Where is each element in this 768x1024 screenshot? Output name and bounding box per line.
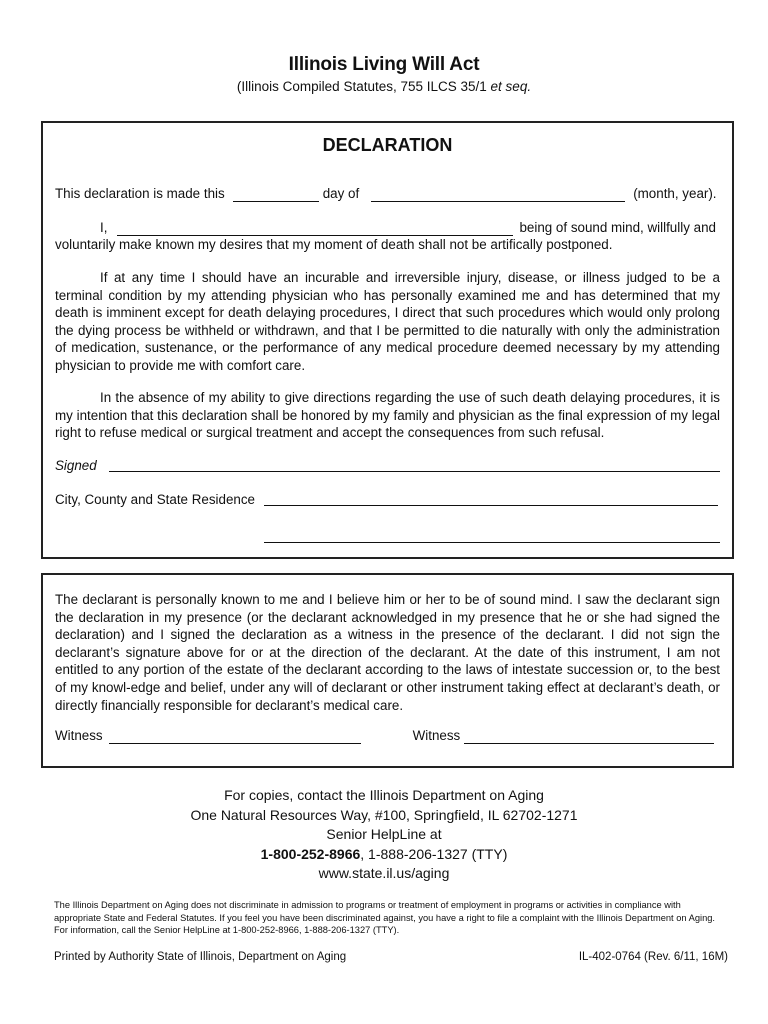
declaration-date-row xyxy=(55,185,720,202)
witness-row xyxy=(55,727,720,744)
page-title: Illinois Living Will Act xyxy=(288,54,480,75)
month-year-field[interactable] xyxy=(371,187,625,202)
sound-mind-label: being of sound mind, willfully and xyxy=(519,220,716,235)
witness-statement: The declarant is personally known to me and I believe him or her to be of sound mind. I saw the declarant sign the declaration in my presence (or the declarant acknowledged in my presence that he or she had signed the declaration) and I signed the declaration as a witness in the presence of the declarant. I did not sign the declarant’s signature above for or at the direction of the declarant. At the date of this instrument, I am not entitled to any portion of the estate of the declarant according to the laws of intestate succession or, to the best of my knowl-edge and belief, under any will of declarant or other instrument taking effect at declarant’s death, or directly financially responsible for declarant’s medical care. xyxy=(55,592,720,713)
witness-box xyxy=(41,573,734,768)
contact-phones xyxy=(0,845,768,865)
contact-helpline-label: Senior HelpLine at xyxy=(326,826,442,842)
residence-line-1[interactable] xyxy=(264,505,718,506)
subtitle-citation: (Illinois Compiled Statutes, 755 ILCS 35/1 xyxy=(236,79,491,94)
contact-line-1: For copies, contact the Illinois Department on Aging xyxy=(224,787,544,803)
declarant-name-row xyxy=(55,219,720,236)
declarant-continuation: voluntarily make known my desires that my moment of death shall not be artifically postponed. xyxy=(55,237,613,252)
nondiscrimination-notice: The Illinois Department on Aging does not discriminate in admission to programs or treatment of employment in programs or activities in compliance with appropriate State and Federal Statutes. If you feel you have been discriminated against, you have a right to file a complaint with the Illinois Department on Aging. For information, call the Senior HelpLine at 1-800-252-8966, 1-888-206-1327 (TTY). xyxy=(54,900,715,935)
witness-label-1: Witness xyxy=(55,728,103,743)
declaration-title: DECLARATION xyxy=(322,135,453,155)
residence-line-2[interactable] xyxy=(264,542,720,543)
declaration-made-label: This declaration is made this xyxy=(55,186,225,201)
contact-website[interactable]: www.state.il.us/aging xyxy=(318,865,450,881)
declarant-i-label: I, xyxy=(100,220,108,235)
contact-block xyxy=(0,786,768,884)
witness-label-2: Witness xyxy=(412,728,461,743)
residence-label: City, County and State Residence xyxy=(55,492,255,507)
day-of-label: day of xyxy=(322,186,360,201)
month-year-label: (month, year). xyxy=(633,186,717,201)
subtitle-et-seq: et seq. xyxy=(490,79,532,94)
witness-signature-2[interactable] xyxy=(464,729,714,744)
tty-phone: , 1-888-206-1327 (TTY) xyxy=(360,845,508,862)
printed-by: Printed by Authority State of Illinois, Department on Aging xyxy=(54,951,347,963)
day-field[interactable] xyxy=(233,187,319,202)
contact-address: One Natural Resources Way, #100, Springfield, IL 62702-1271 xyxy=(190,806,578,823)
declaration-box xyxy=(41,121,734,559)
page-subtitle xyxy=(0,79,768,94)
declarant-name-field[interactable] xyxy=(117,221,513,236)
absence-paragraph: In the absence of my ability to give directions regarding the use of such death delaying procedures, it is my intention that this declaration shall be honored by my family and physician as the final expression of my legal right to refuse medical or surgical treatment and accept the consequences from such refusal. xyxy=(55,390,720,441)
signed-label: Signed xyxy=(55,458,97,473)
terminal-condition-paragraph: If at any time I should have an incurable and irreversible injury, disease, or illness judged to be a terminal condition by my attending physician who has personally examined me and has determined that my death is imminent except for death delaying procedures, I direct that such procedures which would only prolong the dying process be withheld or withdrawn, and that I be permitted to die naturally with only the administration of medication, sustenance, or the performance of any medical procedure deemed necessary by my attending physician to provide me with comfort care. xyxy=(55,270,720,373)
signature-line[interactable] xyxy=(109,471,720,472)
witness-signature-1[interactable] xyxy=(109,729,361,744)
helpline-phone: 1-800-252-8966 xyxy=(260,845,361,862)
form-id: IL-402-0764 (Rev. 6/11, 16M) xyxy=(578,951,728,963)
